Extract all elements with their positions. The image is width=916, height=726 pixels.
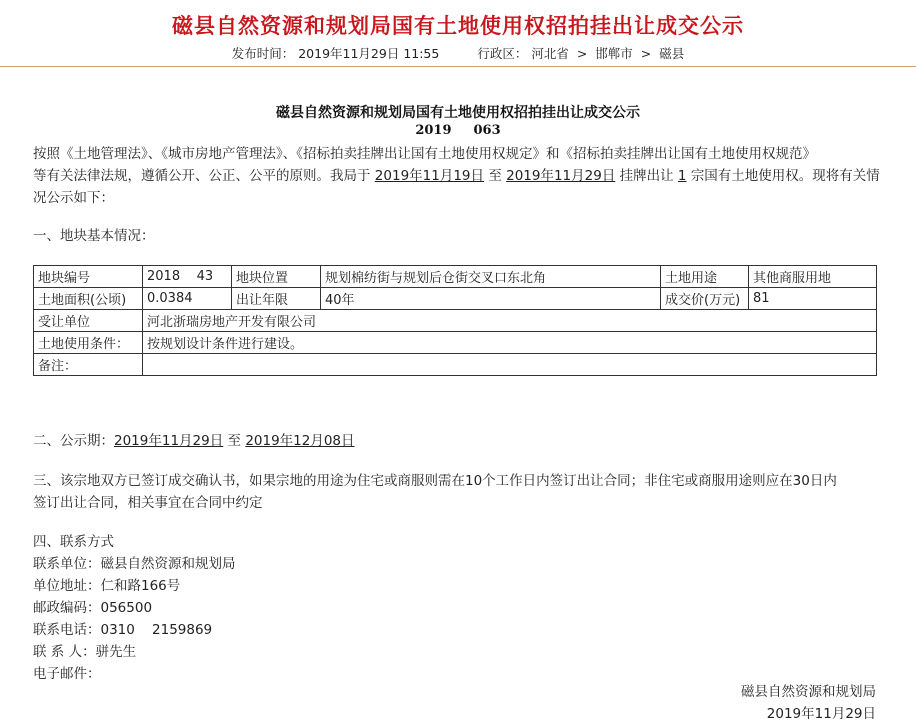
document-number-seq: 063 [473,123,501,138]
header-divider [0,66,916,67]
table-row [34,310,877,332]
breadcrumb-separator: > [576,46,588,61]
section-4-contact [33,531,883,685]
table-value: 规划棉纺街与规划后仓街交叉口东北角 [321,266,661,288]
intro-line-2: 等有关法律法规，遵循公开、公正、公平的原则。我局于 2019年11月19日 至 2019年11月29日 挂牌出让 1 宗国有土地使用权。现将有关情 [33,168,880,184]
contact-unit: 联系单位：磁县自然资源和规划局 [33,556,236,572]
section-1-heading: 一、地块基本情况： [33,228,155,244]
table-key: 备注： [34,354,143,376]
contact-person: 联 系 人：骈先生 [33,644,137,660]
table-value [143,354,877,376]
intro-count: 1 [677,168,687,184]
table-value: 其他商服用地 [749,266,877,288]
region-province-link[interactable]: 河北省 [531,46,569,61]
region-city-link[interactable]: 邯郸市 [595,46,633,61]
table-key: 成交价(万元) [661,288,749,310]
table-value: 0.0384 [143,288,232,310]
table-key: 土地用途 [661,266,749,288]
table-row [34,288,877,310]
table-key: 出让年限 [232,288,321,310]
document-title: 磁县自然资源和规划局国有土地使用权招拍挂出让成交公示 [276,105,640,121]
table-row [34,332,877,354]
table-key: 地块位置 [232,266,321,288]
publicity-end-date: 2019年12月08日 [245,433,355,449]
contact-heading: 四、联系方式 [33,534,114,550]
publish-time-label: 发布时间： [231,46,295,61]
signature-org: 磁县自然资源和规划局 [741,684,876,700]
table-key: 土地使用条件： [34,332,143,354]
table-row [34,354,877,376]
publish-meta [0,44,916,62]
region-label: 行政区： [477,46,528,61]
region-county-link[interactable]: 磁县 [659,46,685,61]
contact-email: 电子邮件： [33,666,101,682]
table-value: 81 [749,288,877,310]
intro-line-1: 按照《土地管理法》、《城市房地产管理法》、《招标拍卖挂牌出让国有土地使用权规定》和《招标拍卖挂牌出让国有土地使用权规范》 [33,146,816,162]
contact-phone: 联系电话：0310 2159869 [33,622,213,638]
breadcrumb-separator: > [640,46,652,61]
section-3-paragraph: 三、该宗地双方已签订成交确认书，如果宗地的用途为住宅或商服则需在10个工作日内签订出让合同；非住宅或商服用途则应在30日内 签订出让合同，相关事宜在合同中约定 [33,473,837,511]
publish-time: 2019年11月29日 11:55 [298,46,440,61]
contact-postcode: 邮政编码：056500 [33,600,153,616]
table-row [34,266,877,288]
page-title: 磁县自然资源和规划局国有土地使用权招拍挂出让成交公示 [172,13,744,38]
document-number [0,123,916,138]
document-number-year: 2019 [415,123,452,138]
table-key: 受让单位 [34,310,143,332]
land-info-table [33,265,877,376]
intro-end-date: 2019年11月29日 [506,168,616,184]
intro-line-3: 况公示如下： [33,190,114,206]
intro-paragraph [33,143,883,209]
table-value: 河北浙瑞房地产开发有限公司 [143,310,877,332]
table-key: 土地面积(公顷) [34,288,143,310]
publicity-start-date: 2019年11月29日 [114,433,224,449]
table-value: 40年 [321,288,661,310]
section-2-publicity-period: 二、公示期：2019年11月29日 至 2019年12月08日 [33,433,355,449]
table-value: 按规划设计条件进行建设。 [143,332,877,354]
contact-address: 单位地址：仁和路166号 [33,578,181,594]
table-value: 2018 43 [143,266,232,288]
table-key: 地块编号 [34,266,143,288]
intro-start-date: 2019年11月19日 [374,168,485,184]
signature-date: 2019年11月29日 [766,706,876,722]
